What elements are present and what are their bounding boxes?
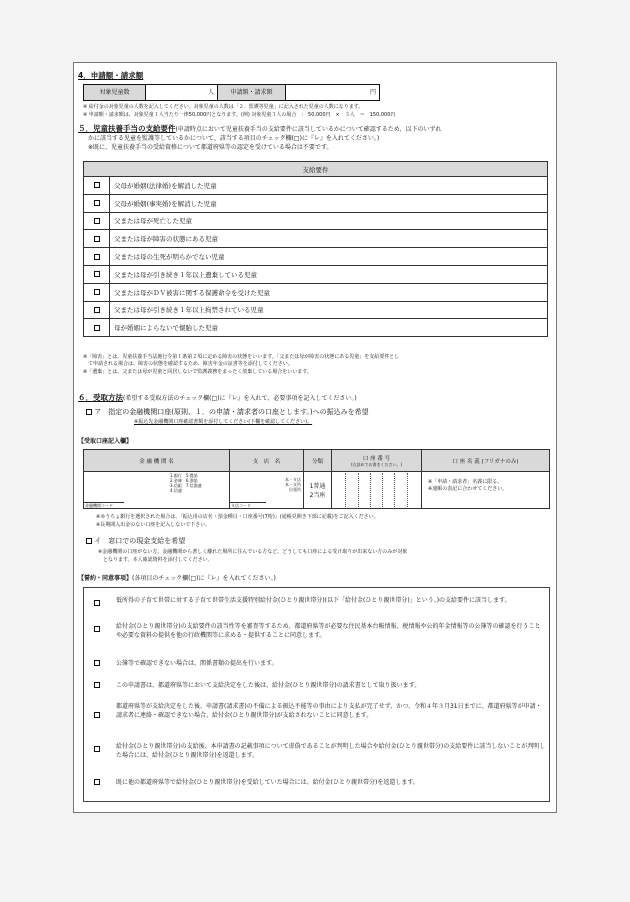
pledge-checkbox[interactable] [94, 712, 100, 718]
pledge-checkbox[interactable] [94, 746, 100, 752]
amount-table [83, 84, 380, 101]
requirement-label: 父母が婚姻(法律婚)を解消した児童 [110, 177, 548, 195]
option-i-note-2: となります。本人確認資料を添付してください。 [98, 557, 213, 563]
section-5-intro-3: ※既に、児童扶養手当の受給資格について都道府県等の認定を受けている場合は不要です。 [88, 144, 333, 151]
sec4-note-2: ※ 申請額・請求額は、対象児童１人当たり一律50,000円となります。(例) 対象児童３人の場合 : 50,000円 × ３人 ＝ 150,000円 [83, 112, 396, 118]
child-count-label: 対象児童数 [84, 85, 146, 100]
pledge-text: 給付金(ひとり親世帯分)の支給後、本申請書の記載事項について虚偽であることが判明した場合や給付金(ひとり親世帯分)の支給要件に該当しないことが判明した場合には、給付金(ひとり親世帯分)を返還します。 [116, 743, 546, 759]
requirement-checkbox[interactable] [94, 182, 100, 188]
option-a [86, 408, 369, 417]
requirement-label: 父または母が障害の状態にある児童 [110, 230, 548, 248]
pledge-checkbox[interactable] [94, 779, 100, 785]
account-section-title: 【受取口座記入欄】 [78, 438, 133, 445]
requirement-label: 母が婚姻によらないで懐胎した児童 [110, 319, 548, 337]
pledge-checkbox[interactable] [94, 682, 100, 688]
option-i-label: イ 窓口での現金支給を希望 [94, 537, 186, 545]
pledge-checkbox[interactable] [94, 660, 100, 666]
table-row [84, 212, 548, 230]
table-row [84, 177, 548, 195]
section-4-title: 4．申請額・請求額 [78, 71, 144, 80]
requirement-checkbox[interactable] [94, 218, 100, 224]
requirement-label: 父または母が引き続き１年以上拘禁されている児童 [110, 301, 548, 319]
bank-type-options: 1.銀行 5.農協 2.金庫 6.漁協 3.信組 7.信漁連 4.信連 [170, 473, 202, 493]
requirements-header: 支給要件 [84, 162, 548, 177]
requirement-label: 父または母の生死が明らかでない児童 [110, 248, 548, 266]
account-holder-field[interactable] [422, 472, 550, 509]
pledge-checkbox[interactable] [94, 600, 100, 606]
amount-label: 申請額・請求額 [218, 85, 286, 100]
branch-name-field[interactable] [230, 472, 304, 509]
application-form-page [73, 62, 557, 813]
branch-type-options: 本・支店 本・支所 出張所 [285, 477, 301, 492]
requirement-label: 父母が婚姻(事実婚)を解消した児童 [110, 194, 548, 212]
yucho-note-1: ※ゆうちょ銀行を選択された場合は、「振込用の店名・預金種目・口座番号(7桁)」(通帳見開き下部に記載)をご記入ください。 [96, 514, 379, 520]
bank-name-field[interactable] [84, 472, 230, 509]
pledge-text: この申請書は、都道府県等において支給決定をした後は、給付金(ひとり親世帯分)の請求書として取り扱います。 [116, 682, 421, 689]
pledge-box [83, 587, 550, 802]
requirement-label: 父または母がＤＶ被害に関する保護命令を受けた児童 [110, 283, 548, 301]
section-6-title: ６．受取方法 [78, 393, 123, 402]
category-option-2: 2当座 [309, 492, 326, 499]
branch-code-label: 支店コード [230, 502, 266, 508]
pledge-text: 公簿等で確認できない場合は、関係書類の提出を行います。 [116, 660, 278, 667]
section-5-heading [78, 124, 554, 134]
amount-field[interactable] [286, 85, 379, 100]
account-number-sublabel: (右詰めでお書きください。) [350, 462, 403, 467]
section-5-title: ５．児童扶養手当の支給要件 [78, 124, 176, 133]
section-5-intro-2: かに該当する児童を監護等しているかについて、該当する項目のチェック欄(□)に『レ』を入れてください。) [88, 135, 380, 142]
sec5-note-1: ※「障害」とは、児童扶養手当法施行令第１条第２項に定める障害の状態をいいます。「父または母が障害の状態にある児童」を支給要件とし [83, 354, 400, 360]
pledge-title: 【誓約・同意事項】 [78, 575, 133, 582]
requirement-checkbox[interactable] [94, 307, 100, 313]
pledge-heading [78, 575, 276, 583]
table-row [84, 194, 548, 212]
table-row [84, 230, 548, 248]
requirement-label: 父または母が死亡した児童 [110, 212, 548, 230]
account-number-header [332, 450, 422, 472]
requirement-checkbox[interactable] [94, 325, 100, 331]
account-holder-note: ※「申請・請求者」名義に限る。 ※通帳の表記に合わせてください。 [428, 479, 508, 492]
section-5-intro-1: (申請時点において児童扶養手当の支給要件に該当しているかについて確認するため、以下のいずれ [175, 126, 442, 133]
requirements-table [83, 161, 548, 337]
account-number-label: 口 座 番 号 [362, 456, 391, 462]
option-a-note: ※振込先金融機関口座確認書類を添付してください(下欄を確認してください)。 [134, 419, 313, 425]
pledge-checkbox[interactable] [94, 626, 100, 632]
child-count-unit: 人 [207, 89, 214, 96]
requirement-checkbox[interactable] [94, 271, 100, 277]
requirement-checkbox[interactable] [94, 236, 100, 242]
option-a-checkbox[interactable] [86, 409, 92, 415]
table-row [84, 265, 548, 283]
account-number-field[interactable] [332, 472, 422, 509]
bank-code-label: 金融機関コード [84, 502, 124, 508]
pledge-text: 給付金(ひとり親世帯分)の支給要件の該当性等を審査等するため、都道府県等が必要な住民基本台帳情報、税情報や公的年金情報等の公簿等の確認を行うことや必要な資料の提供を他の行政機関等に求める・提供することに同意します。 [116, 623, 541, 639]
section-6-heading [78, 393, 357, 403]
option-i [86, 537, 185, 546]
pledge-text: 都道府県等が支給決定をした後、申請書(請求書)の不備による振込不能等の事由により支払が完了せず、かつ、令和４年３月31日までに、都道府県等が申請・請求者に連絡・確認できない場合、給付金(ひとり親世帯分)が支給されないことに同意します。 [116, 703, 542, 719]
account-table [83, 449, 550, 509]
requirement-checkbox[interactable] [94, 254, 100, 260]
option-a-label: ア 指定の金融機関口座(原則、１．の申請・請求者の口座とします。)への振込みを希望 [94, 408, 369, 416]
table-row [84, 319, 548, 337]
requirement-checkbox[interactable] [94, 289, 100, 295]
category-option-1: 1普通 [309, 483, 326, 490]
requirement-checkbox[interactable] [94, 200, 100, 206]
section-6-intro: (希望する受取方法のチェック欄(□)に『レ』を入れて、必要事項を記入してください。) [123, 395, 357, 402]
table-row [84, 248, 548, 266]
table-row [84, 283, 548, 301]
account-holder-header: 口 座 名 義 (フリガナのみ) [422, 450, 550, 472]
pledge-text: 既に他の都道府県等で給付金(ひとり親世帯分)を受給していた場合には、給付金(ひとり親世帯分)を返還します。 [116, 779, 419, 786]
sec4-note-1: ※ 給付金の対象児童の人数を記入してください。対象児童の人数は「２．監護等児童」に記入された児童の人数になります。 [83, 104, 364, 110]
yucho-note-2: ※長期間入出金のない口座を記入しないで下さい。 [96, 522, 211, 528]
child-count-field[interactable] [146, 85, 218, 100]
pledge-text: 低所得の子育て世帯に対する子育て世帯生活支援特別給付金(ひとり親世帯分)(以下「給付金(ひとり親世帯分)」という。)の支給要件に該当します。 [116, 597, 511, 604]
table-row [84, 301, 548, 319]
requirement-label: 父または母が引き続き１年以上遺棄している児童 [110, 265, 548, 283]
bank-name-header: 金 融 機 関 名 [84, 450, 230, 472]
sec5-note-3: ※「遺棄」とは、父または母が児童と同居しないで監護義務をまったく放棄している場合をいいます。 [83, 369, 312, 375]
option-i-note-1: ※金融機関の口座がない方、金融機関から著しく離れた場所に住んでいる方など、どうしても口座による受け取りが出来ない方のみが対象 [98, 549, 408, 555]
amount-unit: 円 [369, 89, 376, 96]
option-i-checkbox[interactable] [86, 538, 92, 544]
category-field[interactable] [304, 472, 332, 509]
sec5-note-2: て申請される場合は、障害の状態を確認するため、障害年金の証書等を添付してください。 [83, 361, 293, 367]
pledge-subtitle: (各項目のチェック欄(□)に『レ』を入れてください。) [132, 575, 276, 582]
category-header: 分類 [304, 450, 332, 472]
branch-name-header: 支 店 名 [230, 450, 304, 472]
